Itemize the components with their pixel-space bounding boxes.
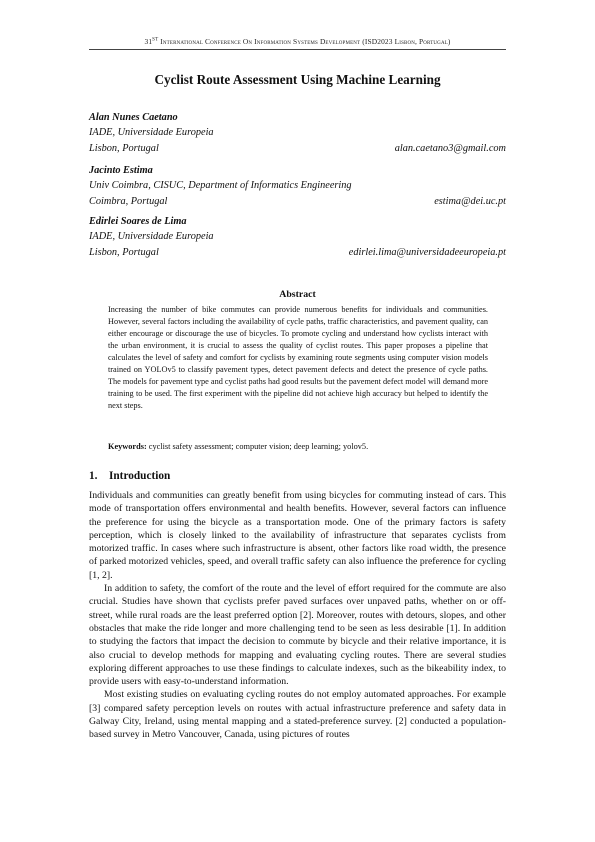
abstract-heading: Abstract	[279, 289, 316, 300]
author-email[interactable]: estima@dei.uc.pt	[434, 195, 506, 207]
section-title: Introduction	[109, 470, 171, 482]
body-paragraph: Individuals and communities can greatly benefit from using bicycles for commuting instead of cars. This mode of transportation offers environmental and health benefits. However, several factors can influence the preference for using the bicycle as a transportation mode. One of the primary factors is safety perception, which is closely linked to the availability of infrastructure that separates cyclists from motorized traffic. In cases where such infrastructure is absent, other factors like road width, the presence of parked motorized vehicles, speed, and overall traffic safety can also influence the preference for cycling [1, 2].	[89, 490, 506, 581]
author-location: Lisbon, Portugal	[89, 142, 159, 154]
author-block-1	[89, 110, 506, 156]
author-location: Lisbon, Portugal	[89, 246, 159, 258]
paper-title: Cyclist Route Assessment Using Machine Learning	[154, 72, 441, 87]
author-location-row	[89, 245, 506, 260]
author-name: Alan Nunes Caetano	[89, 112, 178, 123]
running-header-text: International Conference On Information Systems Development (ISD2023 Lisbon, Portugal)	[158, 37, 451, 46]
body-paragraph: In addition to safety, the comfort of the route and the level of effort required for the commute are also crucial. Studies have shown that cyclists prefer paved surfaces over unpaved paths, whether on or off-street, while rural roads are the least preferred option [2]. Moreover, routes with detours, slopes, and other obstacles that make the ride longer and more challenging tend to be seen as less desirable [1]. In addition to studying the factors that impact the decision to commute by bicycle and their relative importance, it is also crucial to develop methods for mapping and evaluating cycling routes. There are several studies exploring different approaches to use these findings to calculate indexes, such as the bikeability index, to provide users with easy-to-understand information.	[89, 583, 506, 688]
header-rule	[89, 49, 506, 50]
author-name: Edirlei Soares de Lima	[89, 216, 187, 227]
author-email[interactable]: edirlei.lima@universidadeeuropeia.pt	[348, 246, 506, 258]
keywords	[108, 442, 488, 451]
author-block-3	[89, 214, 506, 260]
section-number: 1.	[89, 470, 98, 482]
section-body	[89, 489, 506, 742]
author-affiliation: IADE, Universidade Europeia	[89, 231, 214, 243]
section-heading	[89, 470, 170, 482]
body-paragraph: Most existing studies on evaluating cycling routes do not employ automated approaches. For example [3] compared safety perception levels on routes with actual infrastructure preference and safety data in Galway City, Ireland, using mental mapping and a stated-preference survey. [2] conducted a population-based survey in Metro Vancouver, Canada, using pictures of routes	[89, 689, 506, 741]
author-email[interactable]: alan.caetano3@gmail.com	[394, 142, 506, 154]
abstract-text: Increasing the number of bike commutes can provide numerous benefits for individuals and communities. However, several factors including the availability of cycle paths, traffic characteristics, and pavement quality, can either encourage or discourage the use of bicycles. To promote cycling and understand how cyclists interact with the urban environment, it is crucial to assess the quality of cyclist routes. This paper proposes a pipeline that calculates the level of safety and comfort for cyclists by examining route segments using computer vision models trained on YOLOv5 to classify pavement types, detect pavement defects and detect the presence of cycle paths. The models for pavement type and cyclist paths had good results but the pavement defect model will demand more training to be used. The first experiment with the pipeline did not achieve high accuracy but helped to identify the next steps.	[108, 305, 488, 411]
author-affiliation: Univ Coimbra, CISUC, Department of Informatics Engineering	[89, 180, 352, 192]
keywords-text: cyclist safety assessment; computer vision; deep learning; yolov5.	[146, 442, 369, 451]
author-location-row	[89, 141, 506, 156]
author-location: Coimbra, Portugal	[89, 195, 168, 207]
author-affiliation: IADE, Universidade Europeia	[89, 127, 214, 139]
author-block-2	[89, 163, 506, 209]
keywords-label: Keywords:	[108, 442, 147, 451]
author-name: Jacinto Estima	[89, 165, 153, 176]
running-header	[89, 37, 506, 46]
author-location-row	[89, 194, 506, 209]
running-header-number: 31	[144, 37, 153, 46]
running-header-ordinal: ST	[152, 37, 159, 43]
